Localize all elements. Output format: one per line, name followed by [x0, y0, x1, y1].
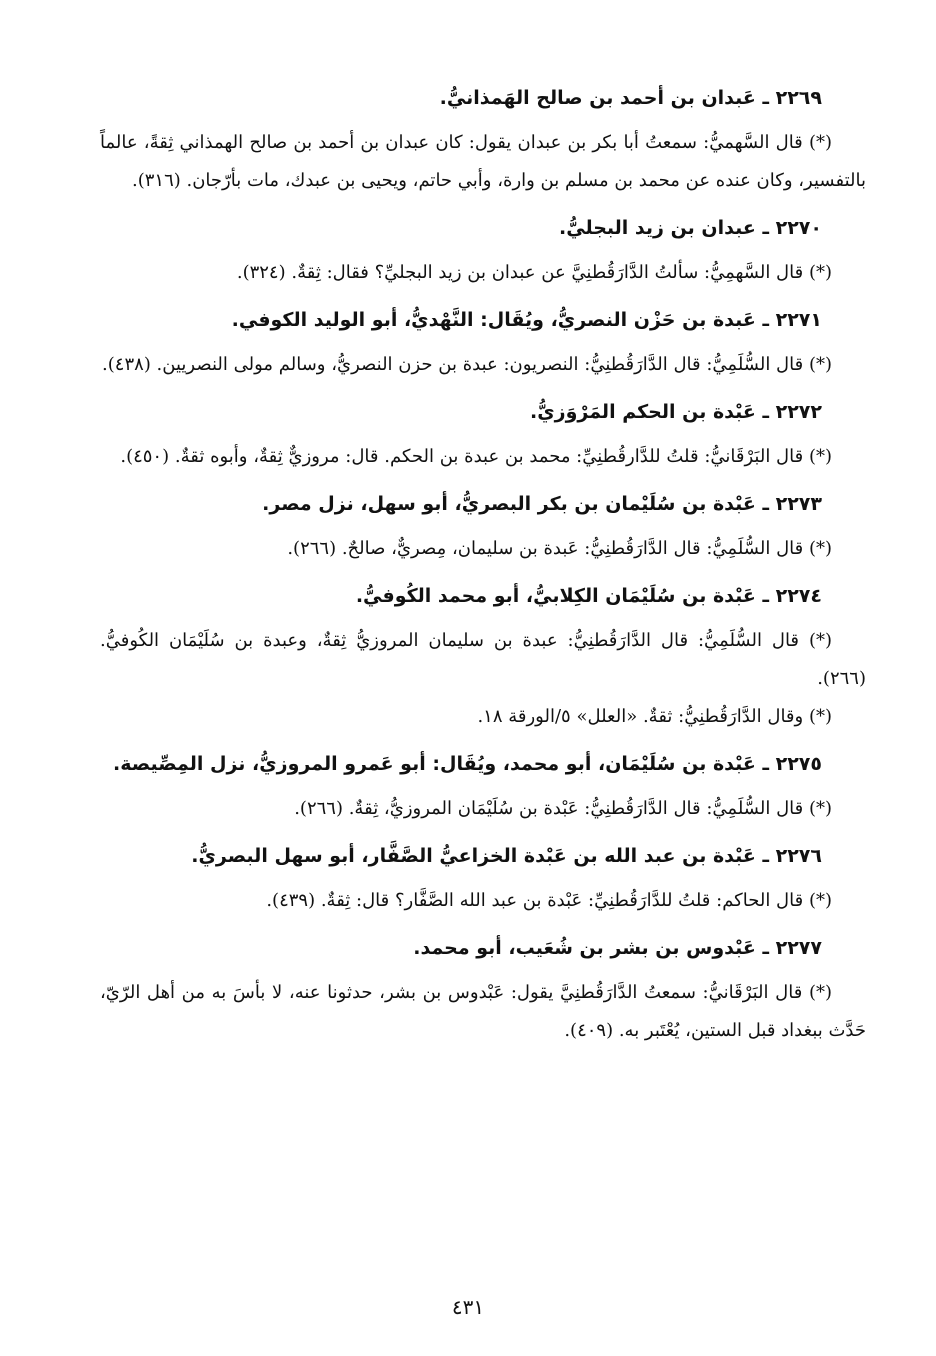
entry-heading: ٢٢٧٠ ـ عبدان بن زيد البجليُّ.	[559, 217, 822, 239]
entry-2272	[100, 394, 866, 476]
entry-heading: ٢٢٦٩ ـ عَبدان بن أحمد بن صالح الهَمذانيُّ.	[439, 87, 822, 109]
entry-2275	[100, 746, 866, 828]
entry-paragraph: (*) قال السَّهميُّ: سمعتُ أبا بكر بن عبدان يقول: كان عبدان بن أحمد بن صالح الهمذاني ثِقةً، عالماً بالتفسير، وكان عنده عن محمد بن مسلم بن وارة، وأبي حاتم، ويحيى بن عبدك، مات بأرّجان. (٣١٦).	[100, 132, 866, 191]
entry-heading: ٢٢٧٥ ـ عَبْدة بن سُلَيْمَان، أبو محمد، ويُقَال: أبو عَمرو المروزيُّ، نزل المِصِّيصة.	[113, 753, 822, 775]
entry-paragraph: (*) قال السُّلَمِيُّ: قال الدَّارَقُطنِيُّ: عبدة بن سليمان المروزيُّ ثِقةٌ، وعبدة بن سُلَيْمَان الكُوفيُّ. (٢٦٦).	[100, 630, 866, 689]
page-number: ٤٣١	[451, 1295, 485, 1319]
entry-2270	[100, 210, 866, 292]
entry-paragraph: (*) قال البَرْقَانيُّ: سمعتُ الدَّارَقُطنِيَّ يقول: عَبْدوس بن بشر، حدثونا عنه، لا بأسَ به من أهل الرّيّ، حَدَّث ببغداد قبل الستين، يُعْتَبر به. (٤٠٩).	[100, 982, 866, 1041]
entry-paragraph: (*) قال الحاكم: قلتُ للدَّارَقُطنِيِّ: عَبْدة بن عبد الله الصَّفَّار؟ قال: ثِقةٌ. (٤٣٩).	[266, 890, 832, 911]
entry-paragraph: (*) قال السُّلَمِيُّ: قال الدَّارَقُطنِيُّ: عَبدة بن سليمان، مِصريٌّ، صالحٌ. (٢٦٦).	[287, 538, 832, 559]
entry-paragraph: (*) قال السُّلَمِيُّ: قال الدَّارَقُطنِيُّ: عَبْدة بن سُلَيْمَان المروزيُّ، ثِقةٌ. (٢٦٦).	[294, 798, 832, 819]
entry-paragraph: (*) قال البَرْقَانيُّ: قلتُ للدَّارقُطنِيِّ: محمد بن عبدة بن الحكم. قال: مروزيٌّ ثِقةٌ، وأبوه ثقةٌ. (٤٥٠).	[120, 446, 832, 467]
entry-heading: ٢٢٧٢ ـ عَبْدة بن الحكم المَرْوَزيُّ.	[530, 401, 822, 423]
entry-heading: ٢٢٧١ ـ عَبدة بن حَزْن النصريُّ، ويُقَال: النَّهْديُّ، أبو الوليد الكوفي.	[231, 309, 822, 331]
entry-2269	[100, 80, 866, 200]
entry-heading: ٢٢٧٤ ـ عَبْدة بن سُلَيْمَان الكِلابيُّ، أبو محمد الكُوفيُّ.	[355, 585, 822, 607]
page-body	[100, 80, 866, 1050]
entry-heading: ٢٢٧٣ ـ عَبْدة بن سُلَيْمان بن بكر البصريُّ، أبو سهل، نزل مصر.	[262, 493, 822, 515]
entry-2277	[100, 930, 866, 1050]
entry-heading: ٢٢٧٧ ـ عَبْدوس بن بشر بن شُعَيب، أبو محمد.	[413, 937, 822, 959]
entry-heading: ٢٢٧٦ ـ عَبْدة بن عبد الله بن عَبْدة الخزاعيُّ الصَّفَّار، أبو سهل البصريُّ.	[191, 845, 822, 867]
entry-paragraph: (*) قال السُّلَمِيُّ: قال الدَّارَقُطنِيُّ: النصريون: عبدة بن حزن النصريُّ، وسالم مولى النصريين. (٤٣٨).	[102, 354, 832, 375]
entry-paragraph: (*) قال السَّهمِيُّ: سألتُ الدَّارَقُطنِيَّ عن عبدان بن زيد البجليِّ؟ فقال: ثِقةٌ. (٣٢٤).	[236, 262, 832, 283]
entry-2273	[100, 486, 866, 568]
entry-2274	[100, 578, 866, 736]
entry-2271	[100, 302, 866, 384]
entry-2276	[100, 838, 866, 920]
entry-paragraph: (*) وقال الدَّارَقُطنِيُّ: ثقةٌ. «العلل» ٥/الورقة ١٨.	[477, 706, 832, 727]
